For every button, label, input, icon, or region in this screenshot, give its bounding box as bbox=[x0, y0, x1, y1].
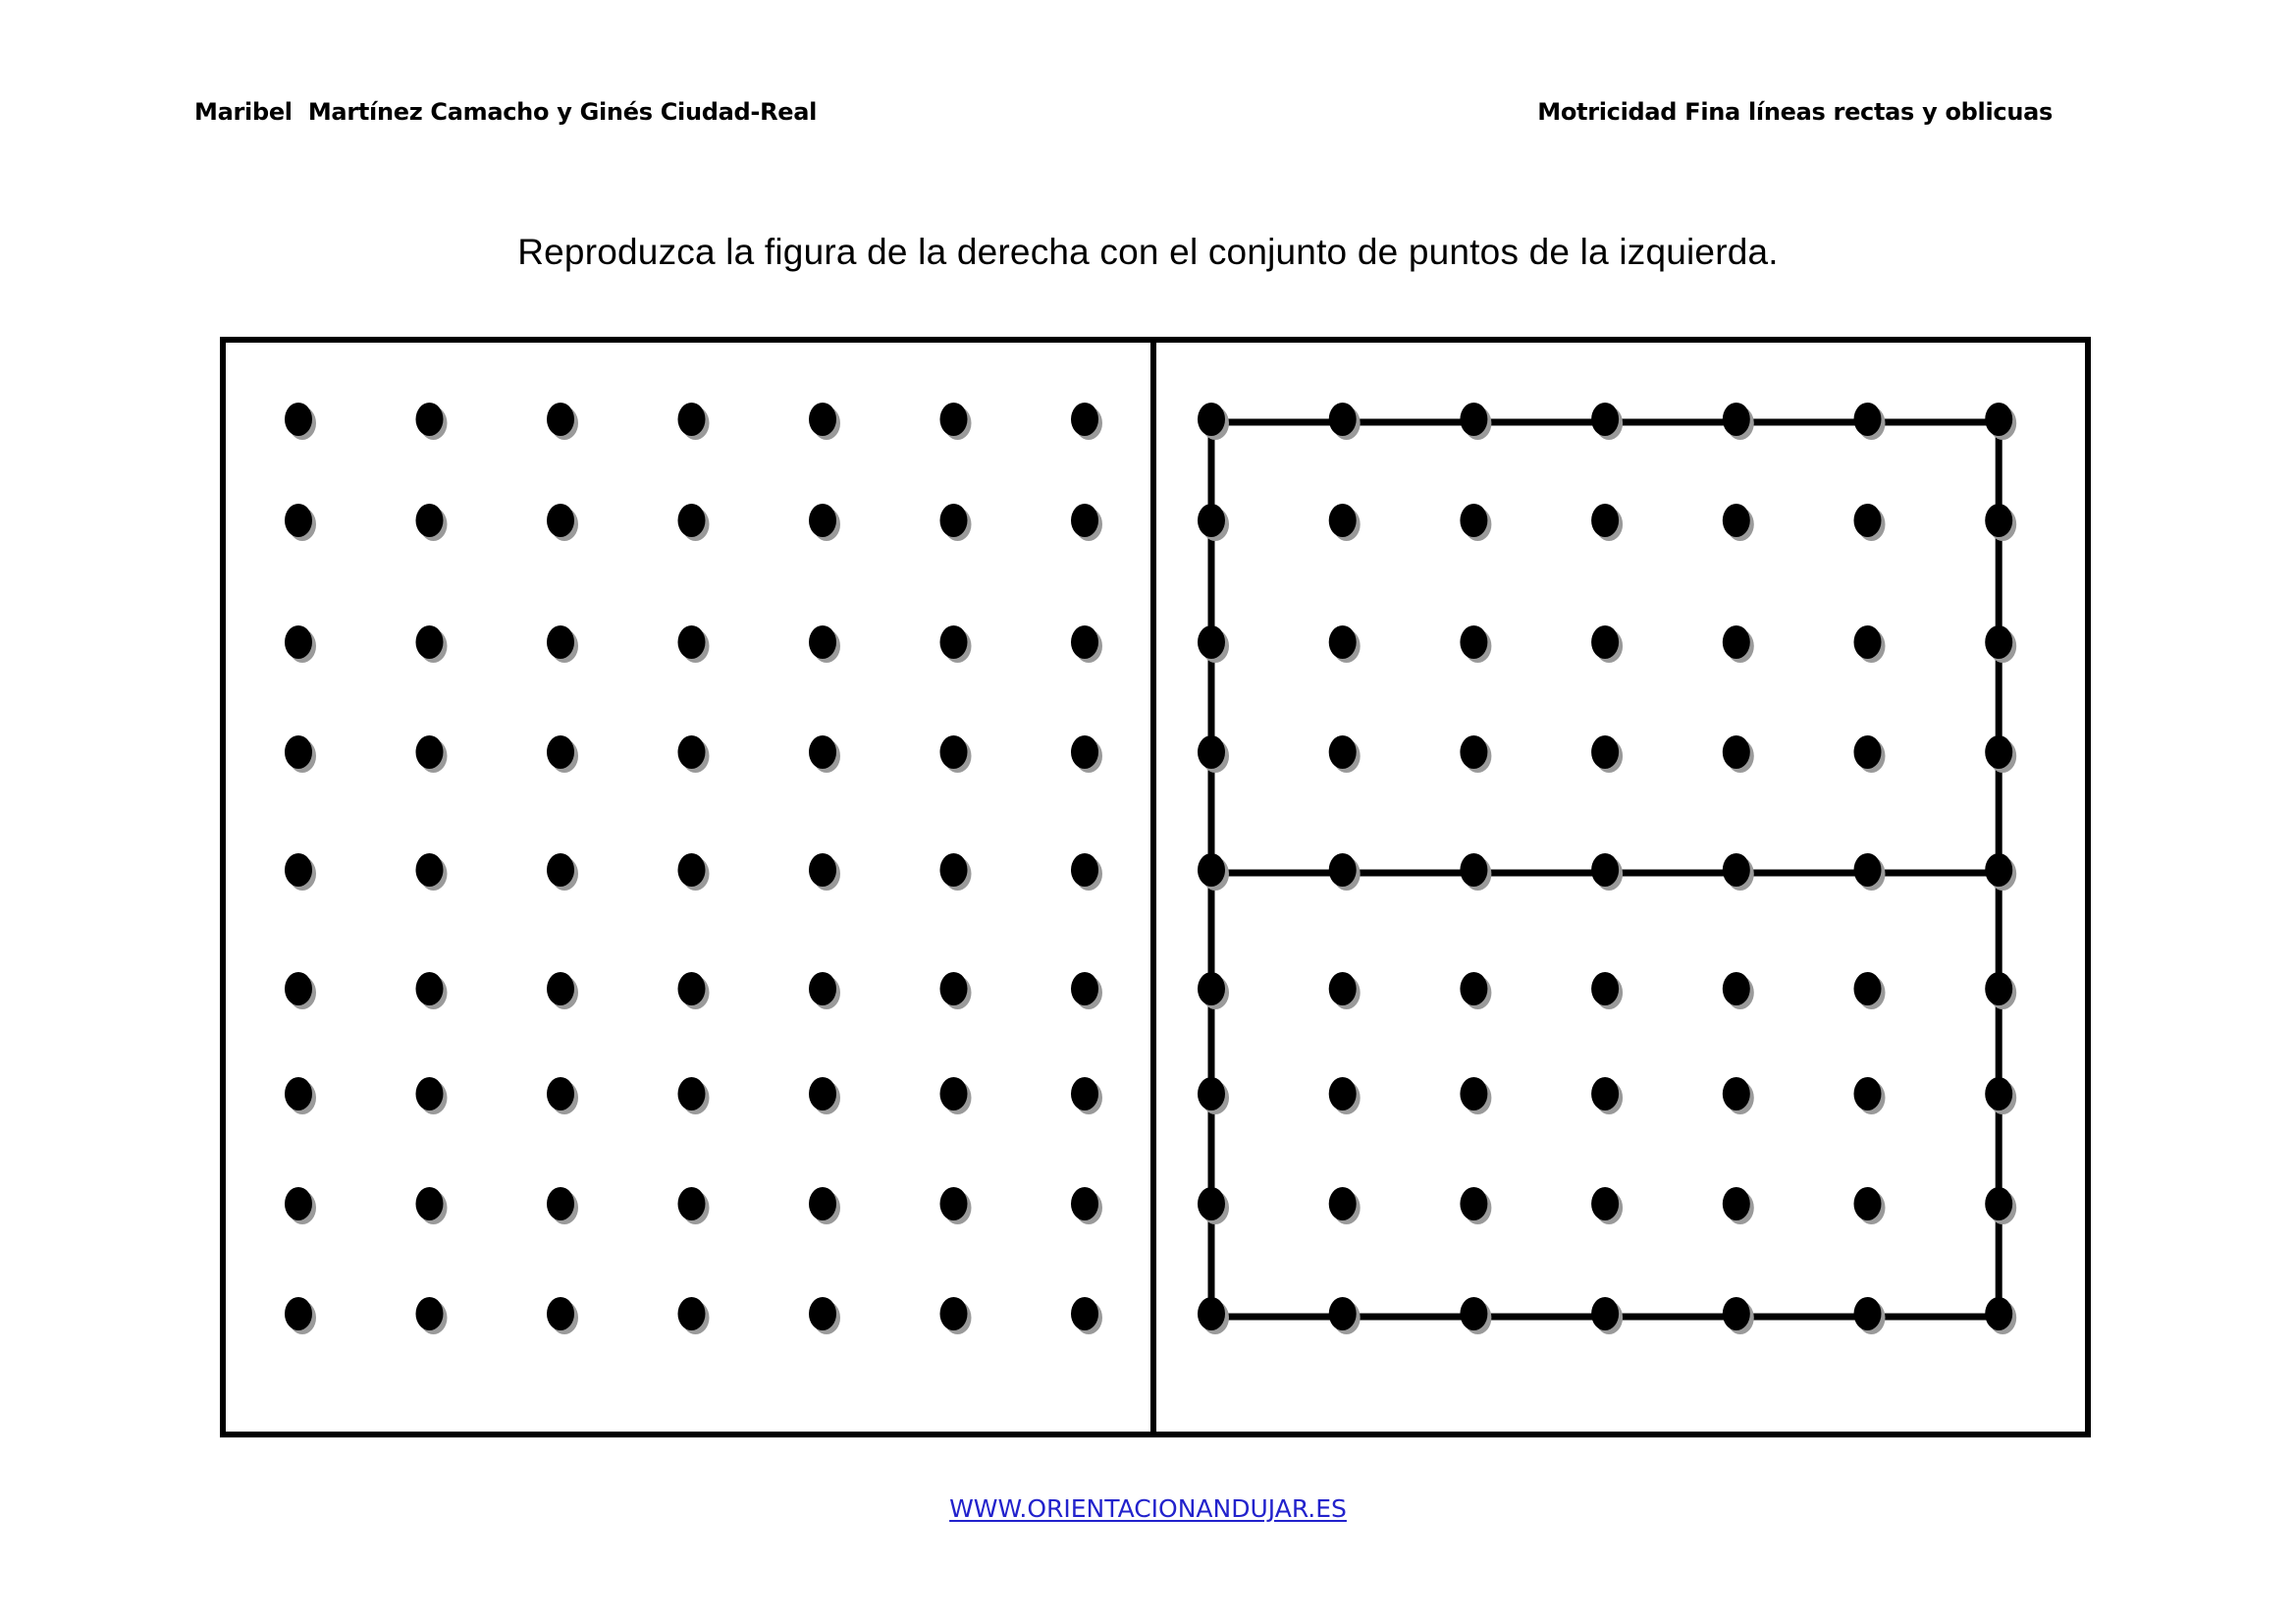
practice-dot bbox=[547, 403, 578, 440]
model-dot bbox=[1854, 625, 1886, 663]
dot bbox=[1198, 1077, 1225, 1110]
model-dot bbox=[1198, 504, 1229, 541]
practice-dot bbox=[809, 853, 840, 891]
practice-dot bbox=[678, 504, 710, 541]
dot bbox=[547, 853, 574, 887]
model-dot bbox=[1854, 735, 1886, 773]
practice-dot bbox=[940, 853, 972, 891]
model-dot bbox=[1329, 403, 1361, 440]
dot bbox=[1854, 1297, 1882, 1330]
dot bbox=[1071, 504, 1098, 537]
practice-dot bbox=[285, 735, 316, 773]
dot bbox=[940, 504, 968, 537]
model-dot bbox=[1723, 1187, 1754, 1224]
dot bbox=[547, 625, 574, 659]
dot bbox=[1854, 735, 1882, 769]
model-dot bbox=[1198, 1077, 1229, 1114]
dot bbox=[809, 504, 836, 537]
practice-dot bbox=[1071, 972, 1102, 1009]
practice-dot bbox=[678, 625, 710, 663]
dot bbox=[1071, 625, 1098, 659]
model-dot bbox=[1854, 1077, 1886, 1114]
dot bbox=[1723, 1187, 1750, 1220]
practice-dot bbox=[285, 403, 316, 440]
dot bbox=[1723, 504, 1750, 537]
dot bbox=[678, 1297, 706, 1330]
dot bbox=[1198, 972, 1225, 1005]
practice-dot bbox=[678, 1187, 710, 1224]
dot bbox=[1198, 504, 1225, 537]
dot bbox=[940, 1187, 968, 1220]
dot bbox=[547, 1297, 574, 1330]
dot bbox=[1723, 853, 1750, 887]
practice-dot bbox=[285, 1187, 316, 1224]
dot bbox=[547, 735, 574, 769]
dot bbox=[547, 504, 574, 537]
model-dot bbox=[1460, 1077, 1491, 1114]
model-dot bbox=[1723, 735, 1754, 773]
practice-dot bbox=[547, 972, 578, 1009]
practice-dot bbox=[940, 1187, 972, 1224]
model-dot bbox=[1985, 1077, 2016, 1114]
model-dot bbox=[1460, 504, 1491, 541]
practice-dot bbox=[678, 403, 710, 440]
model-dot bbox=[1723, 1297, 1754, 1334]
dot bbox=[940, 1297, 968, 1330]
dot bbox=[1198, 735, 1225, 769]
model-dot bbox=[1460, 735, 1491, 773]
dot bbox=[285, 403, 312, 436]
practice-dot bbox=[547, 735, 578, 773]
dot bbox=[940, 735, 968, 769]
model-dot bbox=[1723, 972, 1754, 1009]
dot bbox=[285, 625, 312, 659]
dot bbox=[1591, 972, 1619, 1005]
dot bbox=[1723, 972, 1750, 1005]
dot bbox=[547, 403, 574, 436]
dot bbox=[1071, 972, 1098, 1005]
exercise-frame bbox=[220, 337, 2091, 1437]
dot bbox=[1591, 625, 1619, 659]
dot bbox=[416, 1297, 444, 1330]
dot bbox=[1198, 625, 1225, 659]
practice-dot bbox=[416, 1297, 448, 1334]
dot bbox=[809, 625, 836, 659]
practice-dot bbox=[285, 972, 316, 1009]
dot bbox=[1460, 972, 1487, 1005]
practice-dot bbox=[678, 972, 710, 1009]
model-dot bbox=[1723, 504, 1754, 541]
practice-dot bbox=[547, 1187, 578, 1224]
practice-dot bbox=[809, 403, 840, 440]
practice-dot bbox=[940, 403, 972, 440]
dot bbox=[809, 853, 836, 887]
practice-dot bbox=[416, 1077, 448, 1114]
model-dot bbox=[1723, 853, 1754, 891]
authors-header: Maribel Martínez Camacho y Ginés Ciudad-Real bbox=[194, 98, 818, 126]
dot bbox=[1460, 403, 1487, 436]
dot bbox=[809, 972, 836, 1005]
dot bbox=[940, 403, 968, 436]
practice-dot bbox=[547, 1077, 578, 1114]
model-dot bbox=[1854, 504, 1886, 541]
model-dot bbox=[1723, 403, 1754, 440]
practice-dot bbox=[1071, 853, 1102, 891]
dot bbox=[940, 972, 968, 1005]
dot bbox=[1985, 1297, 2012, 1330]
model-dot bbox=[1329, 625, 1361, 663]
dot bbox=[1854, 1187, 1882, 1220]
dot bbox=[1591, 1077, 1619, 1110]
dot bbox=[1723, 1077, 1750, 1110]
dot bbox=[416, 735, 444, 769]
dot bbox=[1985, 1187, 2012, 1220]
dot bbox=[1854, 853, 1882, 887]
practice-dot bbox=[809, 735, 840, 773]
dot bbox=[1071, 1077, 1098, 1110]
practice-dot bbox=[809, 1187, 840, 1224]
model-dot bbox=[1198, 1187, 1229, 1224]
dot bbox=[1329, 1077, 1357, 1110]
practice-dot bbox=[940, 735, 972, 773]
model-dot bbox=[1985, 403, 2016, 440]
model-dot bbox=[1198, 625, 1229, 663]
model-dot bbox=[1591, 625, 1623, 663]
dot bbox=[416, 1077, 444, 1110]
dot bbox=[1854, 403, 1882, 436]
dot bbox=[678, 735, 706, 769]
dot bbox=[1591, 1297, 1619, 1330]
dot bbox=[285, 972, 312, 1005]
model-dot bbox=[1985, 504, 2016, 541]
model-dot bbox=[1329, 853, 1361, 891]
dot bbox=[678, 1077, 706, 1110]
dot bbox=[809, 1297, 836, 1330]
dot bbox=[1198, 1187, 1225, 1220]
dot bbox=[416, 1187, 444, 1220]
dot bbox=[1198, 1297, 1225, 1330]
dot bbox=[1854, 625, 1882, 659]
model-dot bbox=[1198, 735, 1229, 773]
practice-dot bbox=[1071, 735, 1102, 773]
dot bbox=[547, 1077, 574, 1110]
model-dot bbox=[1854, 972, 1886, 1009]
practice-dot bbox=[1071, 1297, 1102, 1334]
dot bbox=[1854, 504, 1882, 537]
model-dot bbox=[1460, 972, 1491, 1009]
practice-dot bbox=[678, 853, 710, 891]
model-dot bbox=[1985, 625, 2016, 663]
dot bbox=[1985, 625, 2012, 659]
dot bbox=[1198, 403, 1225, 436]
practice-dot bbox=[678, 1077, 710, 1114]
model-dot bbox=[1985, 735, 2016, 773]
model-dot bbox=[1460, 403, 1491, 440]
practice-dot bbox=[1071, 403, 1102, 440]
model-dot bbox=[1591, 735, 1623, 773]
dot bbox=[1071, 403, 1098, 436]
dot bbox=[1329, 972, 1357, 1005]
model-dot bbox=[1329, 972, 1361, 1009]
model-dot bbox=[1591, 403, 1623, 440]
model-dot bbox=[1723, 625, 1754, 663]
model-dot bbox=[1460, 853, 1491, 891]
practice-dot bbox=[547, 1297, 578, 1334]
model-dot bbox=[1985, 1187, 2016, 1224]
dot bbox=[416, 403, 444, 436]
dot bbox=[1329, 1187, 1357, 1220]
dot bbox=[1460, 853, 1487, 887]
dot bbox=[1071, 735, 1098, 769]
dot bbox=[285, 853, 312, 887]
dot bbox=[1071, 1297, 1098, 1330]
model-dot bbox=[1329, 1077, 1361, 1114]
dot bbox=[1460, 504, 1487, 537]
practice-dot bbox=[547, 625, 578, 663]
exercise-canvas bbox=[220, 337, 2091, 1437]
dot bbox=[1329, 735, 1357, 769]
dot bbox=[1591, 1187, 1619, 1220]
practice-dot bbox=[285, 1297, 316, 1334]
dot bbox=[809, 1187, 836, 1220]
practice-dot bbox=[416, 735, 448, 773]
practice-dot bbox=[416, 504, 448, 541]
model-dot bbox=[1985, 972, 2016, 1009]
dot bbox=[416, 972, 444, 1005]
model-dot bbox=[1591, 1077, 1623, 1114]
dot bbox=[1985, 403, 2012, 436]
model-dot bbox=[1854, 1297, 1886, 1334]
practice-dot bbox=[285, 1077, 316, 1114]
dot bbox=[416, 853, 444, 887]
dot bbox=[1985, 735, 2012, 769]
practice-dot bbox=[1071, 625, 1102, 663]
practice-dot bbox=[809, 625, 840, 663]
practice-dot bbox=[940, 504, 972, 541]
dot bbox=[547, 972, 574, 1005]
model-dot bbox=[1329, 1297, 1361, 1334]
model-dot bbox=[1460, 1297, 1491, 1334]
dot bbox=[940, 853, 968, 887]
dot bbox=[678, 504, 706, 537]
dot bbox=[1460, 1187, 1487, 1220]
model-dot bbox=[1854, 1187, 1886, 1224]
practice-dot bbox=[416, 403, 448, 440]
subject-header: Motricidad Fina líneas rectas y oblicuas bbox=[1537, 98, 2053, 126]
dot bbox=[1723, 735, 1750, 769]
dot bbox=[1854, 972, 1882, 1005]
dot bbox=[1591, 403, 1619, 436]
model-dot bbox=[1329, 1187, 1361, 1224]
dot bbox=[809, 1077, 836, 1110]
dot bbox=[285, 1297, 312, 1330]
practice-dot bbox=[416, 853, 448, 891]
model-dot bbox=[1591, 1297, 1623, 1334]
practice-dot bbox=[940, 1297, 972, 1334]
practice-dot-grid bbox=[285, 403, 1102, 1334]
model-dot bbox=[1591, 853, 1623, 891]
model-dot bbox=[1985, 853, 2016, 891]
practice-dot bbox=[940, 972, 972, 1009]
dot bbox=[1985, 972, 2012, 1005]
dot bbox=[809, 403, 836, 436]
dot bbox=[678, 853, 706, 887]
dot bbox=[1460, 1077, 1487, 1110]
dot bbox=[1460, 735, 1487, 769]
practice-dot bbox=[416, 1187, 448, 1224]
practice-dot bbox=[809, 1297, 840, 1334]
model-dot bbox=[1460, 625, 1491, 663]
dot bbox=[1329, 403, 1357, 436]
model-dot bbox=[1460, 1187, 1491, 1224]
dot bbox=[1329, 625, 1357, 659]
practice-dot bbox=[678, 1297, 710, 1334]
dot bbox=[1329, 1297, 1357, 1330]
model-dot bbox=[1329, 504, 1361, 541]
practice-dot bbox=[285, 504, 316, 541]
practice-dot bbox=[940, 1077, 972, 1114]
dot bbox=[1329, 853, 1357, 887]
dot bbox=[1854, 1077, 1882, 1110]
dot bbox=[1198, 853, 1225, 887]
model-dot bbox=[1591, 504, 1623, 541]
dot bbox=[940, 1077, 968, 1110]
practice-dot bbox=[809, 972, 840, 1009]
website-footer bbox=[0, 1494, 2296, 1523]
practice-dot bbox=[1071, 504, 1102, 541]
dot bbox=[1985, 1077, 2012, 1110]
dot bbox=[1723, 625, 1750, 659]
dot bbox=[1985, 504, 2012, 537]
dot bbox=[1723, 1297, 1750, 1330]
website-link[interactable]: WWW.ORIENTACIONANDUJAR.ES bbox=[949, 1494, 1347, 1523]
dot bbox=[547, 1187, 574, 1220]
dot bbox=[1985, 853, 2012, 887]
practice-dot bbox=[678, 735, 710, 773]
model-dot bbox=[1198, 1297, 1229, 1334]
practice-dot bbox=[416, 972, 448, 1009]
model-dot bbox=[1723, 1077, 1754, 1114]
dot bbox=[940, 625, 968, 659]
practice-dot bbox=[1071, 1187, 1102, 1224]
instruction-text: Reproduzca la figura de la derecha con el conjunto de puntos de la izquierda. bbox=[517, 232, 1779, 272]
practice-dot bbox=[809, 1077, 840, 1114]
dot bbox=[1591, 853, 1619, 887]
model-dot bbox=[1591, 972, 1623, 1009]
model-dot bbox=[1591, 1187, 1623, 1224]
dot bbox=[1591, 504, 1619, 537]
model-dot bbox=[1854, 853, 1886, 891]
model-dot bbox=[1329, 735, 1361, 773]
dot bbox=[678, 403, 706, 436]
dot bbox=[1329, 504, 1357, 537]
practice-dot bbox=[1071, 1077, 1102, 1114]
model-dot bbox=[1198, 403, 1229, 440]
practice-dot bbox=[416, 625, 448, 663]
model-dot bbox=[1985, 1297, 2016, 1334]
dot bbox=[1071, 853, 1098, 887]
practice-dot bbox=[809, 504, 840, 541]
dot bbox=[285, 735, 312, 769]
dot bbox=[678, 625, 706, 659]
dot bbox=[678, 1187, 706, 1220]
dot bbox=[285, 1187, 312, 1220]
dot bbox=[285, 504, 312, 537]
dot bbox=[285, 1077, 312, 1110]
practice-dot bbox=[547, 504, 578, 541]
dot bbox=[1460, 1297, 1487, 1330]
practice-dot bbox=[940, 625, 972, 663]
model-figure-panel bbox=[1198, 403, 2016, 1334]
model-dot bbox=[1198, 972, 1229, 1009]
dot bbox=[809, 735, 836, 769]
practice-dot bbox=[547, 853, 578, 891]
model-dot bbox=[1854, 403, 1886, 440]
dot bbox=[678, 972, 706, 1005]
practice-dot bbox=[285, 853, 316, 891]
dot bbox=[1071, 1187, 1098, 1220]
dot bbox=[1460, 625, 1487, 659]
dot bbox=[416, 504, 444, 537]
dot bbox=[1723, 403, 1750, 436]
model-dot bbox=[1198, 853, 1229, 891]
dot bbox=[416, 625, 444, 659]
dot bbox=[1591, 735, 1619, 769]
practice-dot bbox=[285, 625, 316, 663]
